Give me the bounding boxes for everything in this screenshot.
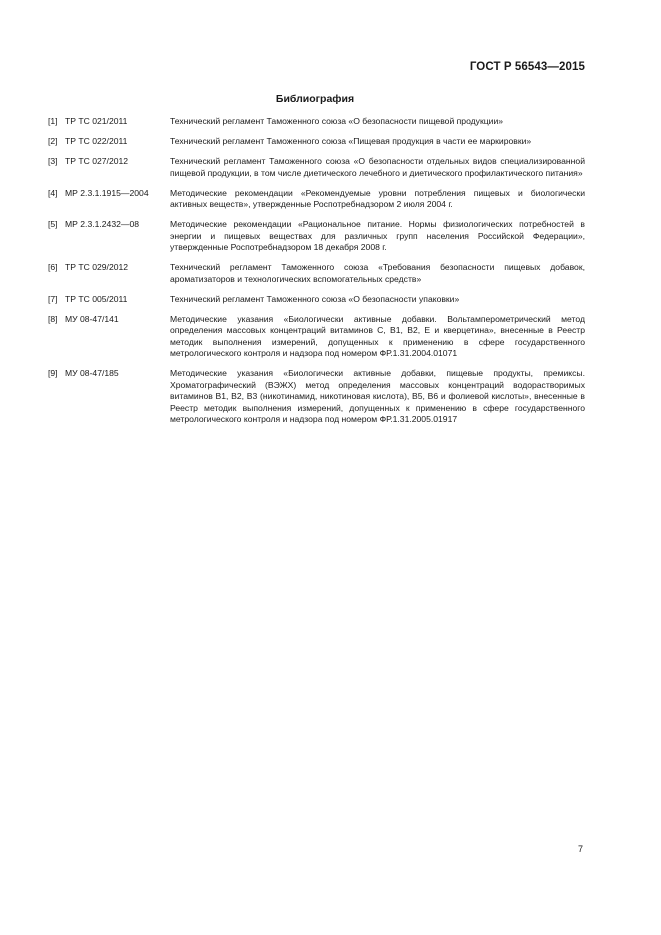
document-code: ГОСТ Р 56543—2015 — [469, 61, 585, 73]
page-number: 7 — [577, 844, 583, 854]
entry-text: Технический регламент Таможенного союза «Пищевая продукция в части ее маркировки» — [170, 136, 532, 146]
entry-number: [8] — [48, 313, 58, 324]
bibliography-entry — [48, 294, 585, 306]
bibliography-entry — [48, 314, 585, 360]
bibliography-entry — [48, 219, 585, 254]
entry-code: МР 2.3.1.1915—2004 — [65, 187, 149, 198]
entry-code: МУ 08-47/185 — [65, 368, 119, 378]
bibliography-list — [48, 116, 585, 434]
entry-text: Методические рекомендации «Рекомендуемые уровни потребления пищевых и биологически активных веществ», утвержденные Роспотребнадзором 2 июля 2004 г. — [170, 187, 585, 209]
entry-code: ТР ТС 027/2012 — [65, 156, 129, 166]
entry-number: [7] — [48, 293, 58, 304]
entry-code: ТР ТС 029/2012 — [65, 262, 129, 272]
entry-number: [4] — [48, 187, 58, 198]
entry-number: [9] — [48, 368, 58, 378]
entry-text: Технический регламент Таможенного союза «О безопасности упаковки» — [170, 293, 460, 304]
entry-text: Методические указания «Биологически активные добавки. Вольтамперометрический метод определения массовых концентраций витаминов С, В1, В2, Е и кверцетина», внесенные в Реестр методик выполнения измерений, допущенных к применению в сфере государственного метрологического контроля и надзора под номером ФР.1.31.2004.01071 — [170, 313, 585, 358]
bibliography-entry — [48, 136, 585, 148]
bibliography-entry — [48, 188, 585, 211]
bibliography-entry — [48, 368, 585, 426]
entry-text: Технический регламент Таможенного союза «О безопасности пищевой продукции» — [170, 116, 504, 126]
entry-number: [3] — [48, 156, 58, 166]
entry-code: МР 2.3.1.2432—08 — [65, 219, 140, 229]
entry-text: Технический регламент Таможенного союза «Требования безопасности пищевых добавок, ароматизаторов и технологических вспомогательных средств» — [170, 262, 585, 284]
entry-text: Методические указания «Биологически активные добавки, пищевые продукты, премиксы. Хроматографический (ВЭЖХ) метод определения массовых концентраций водорастворимых витаминов В1, В2, В3 (никотинамид, никотиновая кислота), В5, В6 и фолиевой кислоты», внесенные в Реестр методик выполнения измерений, допущенных к применению в сфере государственного метрологического контроля и надзора под номером ФР.1.31.2005.01917 — [170, 368, 585, 424]
entry-number: [6] — [48, 262, 58, 272]
entry-code: ТР ТС 022/2011 — [65, 136, 128, 146]
bibliography-entry — [48, 262, 585, 285]
entry-number: [1] — [48, 116, 58, 126]
entry-text: Технический регламент Таможенного союза «О безопасности отдельных видов специализированной пищевой продукции, в том числе диетического лечебного и диетического профилактического питания» — [170, 156, 585, 178]
entry-number: [5] — [48, 219, 58, 229]
entry-text: Методические рекомендации «Рациональное питание. Нормы физиологических потребностей в энергии и пищевых веществах для различных групп населения Российской Федерации», утвержденные Роспотребнадзором 18 декабря 2008 г. — [170, 219, 585, 252]
bibliography-title: Библиография — [275, 93, 355, 105]
entry-code: МУ 08-47/141 — [65, 313, 119, 324]
entry-number: [2] — [48, 136, 58, 146]
bibliography-entry — [48, 156, 585, 179]
entry-code: ТР ТС 021/2011 — [65, 116, 128, 126]
entry-code: ТР ТС 005/2011 — [65, 293, 128, 304]
bibliography-entry — [48, 116, 585, 128]
